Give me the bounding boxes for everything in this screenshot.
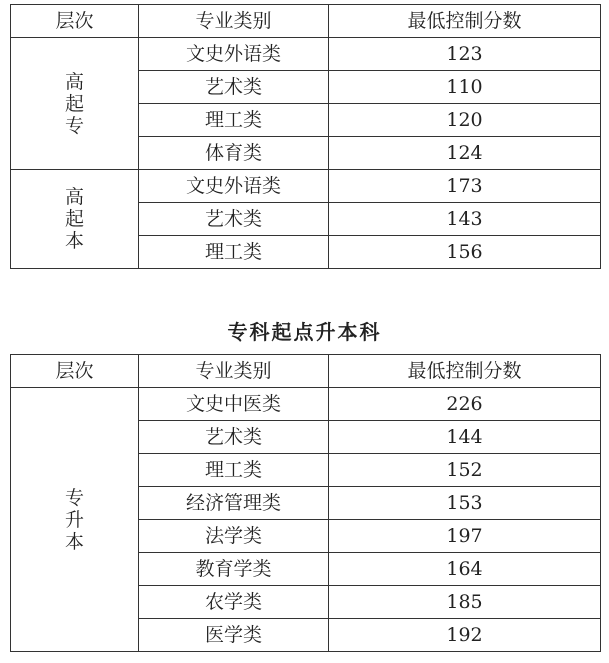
- category-cell: 文史外语类: [139, 170, 329, 203]
- column-header: 层次: [11, 355, 139, 388]
- table-body: [11, 5, 601, 269]
- header-row: [11, 355, 601, 388]
- category-cell: 经济管理类: [139, 487, 329, 520]
- score-table-gaoqi: [10, 4, 601, 269]
- table-row: [11, 388, 601, 421]
- section-heading: 专科起点升本科: [227, 320, 382, 344]
- category-cell: 文史外语类: [139, 38, 329, 71]
- category-cell: 农学类: [139, 586, 329, 619]
- score-table-zhuanshengben: [10, 354, 601, 652]
- score-cell: 120: [329, 104, 601, 137]
- level-char: 专: [64, 486, 84, 509]
- score-cell: 192: [329, 619, 601, 652]
- column-header: 专业类别: [139, 5, 329, 38]
- level-char: 起: [64, 92, 84, 115]
- category-cell: 体育类: [139, 137, 329, 170]
- category-cell: 艺术类: [139, 421, 329, 454]
- category-cell: 理工类: [139, 104, 329, 137]
- level-char: 本: [64, 530, 84, 553]
- score-cell: 164: [329, 553, 601, 586]
- score-cell: 110: [329, 71, 601, 104]
- level-char: 高: [64, 70, 84, 93]
- category-cell: 法学类: [139, 520, 329, 553]
- score-cell: 124: [329, 137, 601, 170]
- score-cell: 144: [329, 421, 601, 454]
- score-cell: 156: [329, 236, 601, 269]
- category-cell: 理工类: [139, 236, 329, 269]
- score-cell: 143: [329, 203, 601, 236]
- level-char: 专: [64, 114, 84, 137]
- score-cell: 123: [329, 38, 601, 71]
- score-cell: 153: [329, 487, 601, 520]
- category-cell: 医学类: [139, 619, 329, 652]
- table-body: [11, 355, 601, 652]
- category-cell: 艺术类: [139, 203, 329, 236]
- level-char: 起: [64, 208, 84, 230]
- score-cell: 185: [329, 586, 601, 619]
- level-cell: [11, 170, 139, 269]
- column-header: 层次: [11, 5, 139, 38]
- column-header: 专业类别: [139, 355, 329, 388]
- level-cell: [11, 38, 139, 170]
- score-cell: 226: [329, 388, 601, 421]
- table-row: [11, 170, 601, 203]
- level-cell: [11, 388, 139, 652]
- category-cell: 教育学类: [139, 553, 329, 586]
- category-cell: 理工类: [139, 454, 329, 487]
- category-cell: 文史中医类: [139, 388, 329, 421]
- score-cell: 152: [329, 454, 601, 487]
- level-char: 高: [64, 186, 84, 208]
- table-row: [11, 38, 601, 71]
- category-cell: 艺术类: [139, 71, 329, 104]
- column-header: 最低控制分数: [329, 5, 601, 38]
- level-char: 本: [64, 230, 84, 252]
- column-header: 最低控制分数: [329, 355, 601, 388]
- header-row: [11, 5, 601, 38]
- level-char: 升: [64, 508, 84, 531]
- score-cell: 197: [329, 520, 601, 553]
- score-cell: 173: [329, 170, 601, 203]
